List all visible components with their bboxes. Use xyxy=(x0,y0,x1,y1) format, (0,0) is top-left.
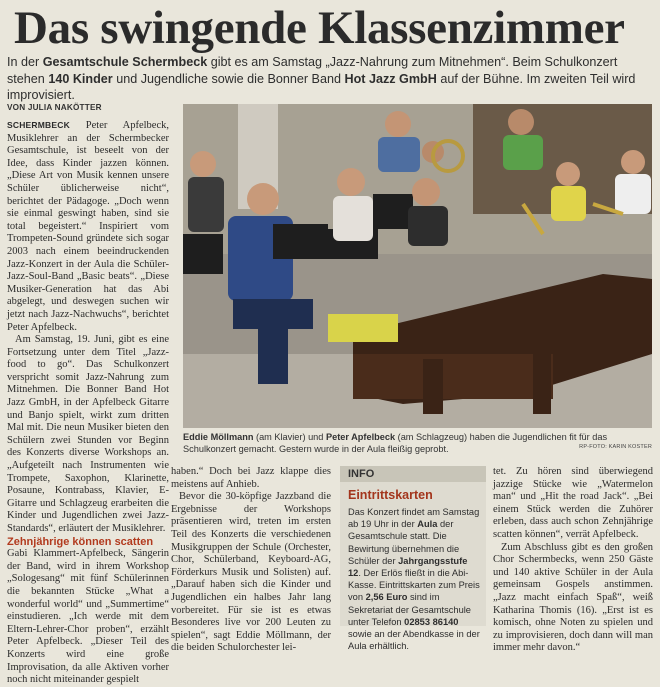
deck-text: gibt es am Samstag „Jazz-Nahrung zum Mitnehmen“. Beim Schulkonzert stehen xyxy=(7,55,618,86)
deck-text: und Jugendliche sowie die Bonner Band xyxy=(112,71,345,86)
paragraph: Bevor die 30-köpfige Jazzband die Ergebnisse der Workshops präsentieren wird, treten im ersten Teil des Konzerts die verschiedenen Musikgruppen der Schule (Orchester, Chor, Schülerband, Keyboard-AG, Förderkurs Musik und Solisten) auf. „Darauf haben sich die Kinder und Jugendlichen ein halbes Jahr lang vorbereitet. Für sie ist es etwas Besonderes live vor 200 Leuten zu spielen“, sagt Eddie Möllmann, der die beiden Schulorchester lei- xyxy=(171,491,331,654)
photo-illustration xyxy=(183,104,652,428)
caption-text: (am Klavier) und xyxy=(253,432,326,442)
info-text: . Der Erlös fließt in die Abi-Kasse. Eintrittskarten zum Preis von xyxy=(348,568,480,603)
paragraph: haben.“ Doch bei Jazz klappe dies meistens auf Anhieb. xyxy=(171,466,331,490)
caption-name: Eddie Möllmann xyxy=(183,432,254,442)
paragraph: Zum Abschluss gibt es den großen Chor Schermbecks, wenn 250 Gäste und 140 aktive Schüler in der Aula gemeinsam Gospels anstimmen. „Jazz macht einfach Spaß“, weiß Katharina Thomis (16). „Erst ist es komisch, ohne Noten zu spielen und zu improvisieren, doch dann will man immer mehr davon.“ xyxy=(493,541,653,654)
caption-text: (am Schlagzeug) haben die Jugendlichen fit für das Schulkonzert gemacht. Gestern wurde in der Aula fleißig geprobt. xyxy=(183,432,608,454)
photo-credit: RP-FOTO: KARIN KOSTER xyxy=(579,444,652,450)
byline: VON JULIA NAKÖTTER xyxy=(7,103,102,112)
paragraph xyxy=(7,119,169,334)
info-text: Das Konzert findet am Samstag ab 19 Uhr in der xyxy=(348,507,480,530)
caption-name: Peter Apfelbeck xyxy=(325,432,396,442)
info-bold: 2,56 Euro xyxy=(365,592,408,603)
info-text: sind im Sekretariat der Gesamtschule unter Telefon xyxy=(348,592,471,627)
info-text: sowie an der Abendkasse in der Aula erhältlich. xyxy=(348,629,480,652)
article-column-4 xyxy=(493,466,653,654)
info-bold: 02853 86140 xyxy=(404,616,459,627)
deck-bold: Hot Jazz GmbH xyxy=(344,71,437,86)
info-bold: Jahrgangsstufe 12 xyxy=(348,555,468,579)
deck-bold: Gesamtschule Schermbeck xyxy=(42,55,208,69)
paragraph: Gabi Klammert-Apfelbeck, Sängerin der Band, wird in ihrem Workshop „Sologesang“ mit fünf Schülerinnen die bekannten Stücke „What a wonderful world“ und „Summertime“ einstudieren. „Ich werde mit dem Eltern-Lehrer-Chor proben“, erzählt Peter Apfelbeck. „Dieser Teil des Konzerts wird eine große Improvisation, da alle Aktiven vorher noch nicht miteinander gespielt xyxy=(7,548,169,686)
info-label: INFO xyxy=(340,466,486,482)
info-body xyxy=(348,506,480,652)
deck-text: In der xyxy=(7,55,43,69)
article-column-2 xyxy=(171,466,331,654)
deck-bold: 140 Kinder xyxy=(48,71,113,86)
paragraph: Am Samstag, 19. Juni, gibt es eine Fortsetzung unter dem Titel „Jazz-food to go“. Das Schulkonzert verspricht somit Jazz-Nahrung zum Mitnehmen. Die Bonner Band Hot Jazz GmbH, in der Apfelbeck Gitarre und Banjo spielt, wirkt zum dritten Mal mit. Die neun Musiker bieten den Schülern zwei Stunden vor Beginn des Konzerts diverse Workshops an. „Aufgeteilt nach Instrumenten wie Trompete, Saxophon, Klarinette, Posaune, Kontrabass, Klavier, E-Gitarre und Schlagzeug erarbeiten die Kinder und Jugendlichen zwei Jazz-Standards“, erläutert der Musiklehrer. xyxy=(7,334,169,534)
headline: Das swingende Klassenzimmer xyxy=(14,2,625,54)
info-box xyxy=(340,466,486,652)
dateline: SCHERMBECK xyxy=(7,120,70,130)
article-deck xyxy=(7,54,653,104)
info-text: der Gesamtschule statt. Die Bewirtung übernehmen die Schüler der xyxy=(348,519,460,566)
info-bold: Aula xyxy=(417,519,438,530)
info-title: Eintrittskarten xyxy=(348,488,433,502)
deck-text: auf der Bühne. Im zweiten Teil wird improvisiert. xyxy=(7,71,636,102)
article-column-1 xyxy=(7,119,169,686)
paragraph-text: Peter Apfelbeck, Musiklehrer an der Schermbecker Gesamtschule, ist beseelt von der Idee, dass Kinder jazzen können. „Diese Art von Musik kennen unsere Schüler üblicherweise nicht“, berichtet der Pädagoge. „Doch wenn sie einmal geswingt haben, sind sie total begeistert.“ Inspiriert vom Trompeten-Sound gründete sich sogar 2003 nach einem beeindruckenden Jazz-Konzert in der Aula die Schüler-Jazz-Soul-Band „Basic beats“. „Diese Musiker-Generation hat das Abi abgelegt, und deswegen suchen wir jetzt nach Jazz-Nachwuchs“, berichtet Peter Apfelbeck. xyxy=(7,120,169,333)
rehearsal-photo xyxy=(183,104,652,428)
subheading: Zehnjährige können scatten xyxy=(7,535,154,548)
paragraph: tet. Zu hören sind überwiegend jazzige Stücke wie „Watermelon man“ und „Hit the road Jack“. „Bei einem Stück werden die Zuhörer erleben, dass auch schon Zehnjährige scatten können“, verrät Apfelbeck. xyxy=(493,466,653,540)
